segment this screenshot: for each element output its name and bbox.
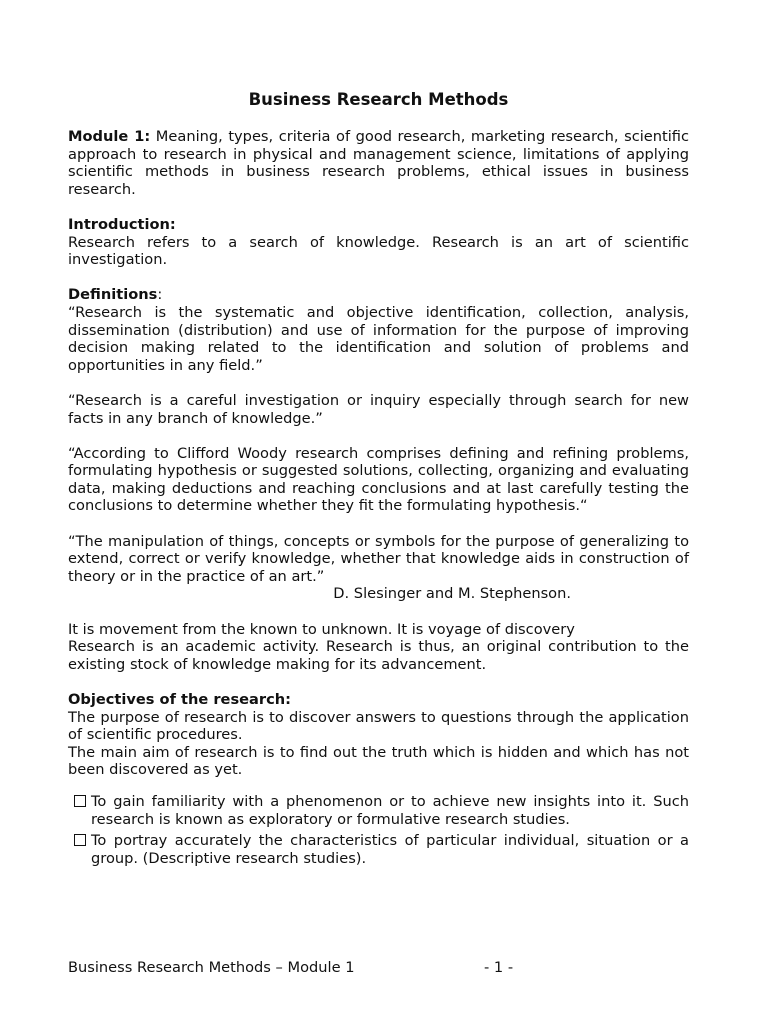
document-title: Business Research Methods [248, 90, 509, 109]
checkbox-bullet-icon [74, 795, 86, 807]
list-item [74, 793, 689, 828]
bullet-text: To gain familiarity with a phenomenon or to achieve new insights into it. Such research is known as exploratory or formulative research studies. [91, 792, 689, 828]
page-number: - 1 - [484, 959, 514, 976]
document-page [68, 90, 689, 867]
introduction-text: Research refers to a search of knowledge. Research is an art of scientific investigation. [68, 233, 689, 269]
introduction-heading: Introduction: [68, 215, 176, 233]
definition-3: “According to Clifford Woody research comprises defining and refining problems, formulating hypothesis or suggested solutions, collecting, organizing and evaluating data, making deductions and reaching conclusions and at last carefully testing the conclusions to determine whether they fit the formulating hypothesis.“ [68, 444, 689, 515]
definition-4: “The manipulation of things, concepts or symbols for the purpose of generalizing to extend, correct or verify knowledge, whether that knowledge aids in construction of theory or in the practice of an art.” [68, 532, 689, 585]
checkbox-bullet-icon [74, 834, 86, 846]
definitions-colon: : [157, 286, 163, 304]
definitions-heading-line [68, 286, 689, 304]
bullet-text: To portray accurately the characteristics of particular individual, situation or a group. (Descriptive research studies). [91, 832, 689, 867]
objectives-paragraph-1: The purpose of research is to discover answers to questions through the application of scientific procedures. [68, 708, 689, 744]
definitions-heading: Definitions [68, 286, 158, 304]
definition-author: D. Slesinger and M. Stephenson. [333, 585, 571, 603]
objectives-paragraph-2: The main aim of research is to find out the truth which is hidden and which has not been discovered as yet. [68, 743, 689, 779]
objectives-bullet-list [68, 793, 689, 867]
definition-2: “Research is a careful investigation or inquiry especially through search for new facts in any branch of knowledge.” [68, 391, 689, 427]
movement-line-2: Research is an academic activity. Research is thus, an original contribution to the existing stock of knowledge making for its advancement. [68, 638, 689, 673]
module-text: Meaning, types, criteria of good research, marketing research, scientific approach to research in physical and management science, limitations of applying scientific methods in business research problems, ethical issues in business research. [68, 128, 689, 198]
movement-line-1: It is movement from the known to unknown. It is voyage of discovery [68, 620, 575, 638]
objectives-heading: Objectives of the research: [68, 691, 291, 708]
footer-title: Business Research Methods – Module 1 [68, 959, 355, 976]
module-paragraph [68, 128, 689, 198]
module-label: Module 1: [68, 128, 151, 145]
list-item [74, 832, 689, 867]
definition-1: “Research is the systematic and objective identification, collection, analysis, dissemination (distribution) and use of information for the purpose of improving decision making related to the identification and solution of problems and opportunities in any field.” [68, 303, 689, 374]
